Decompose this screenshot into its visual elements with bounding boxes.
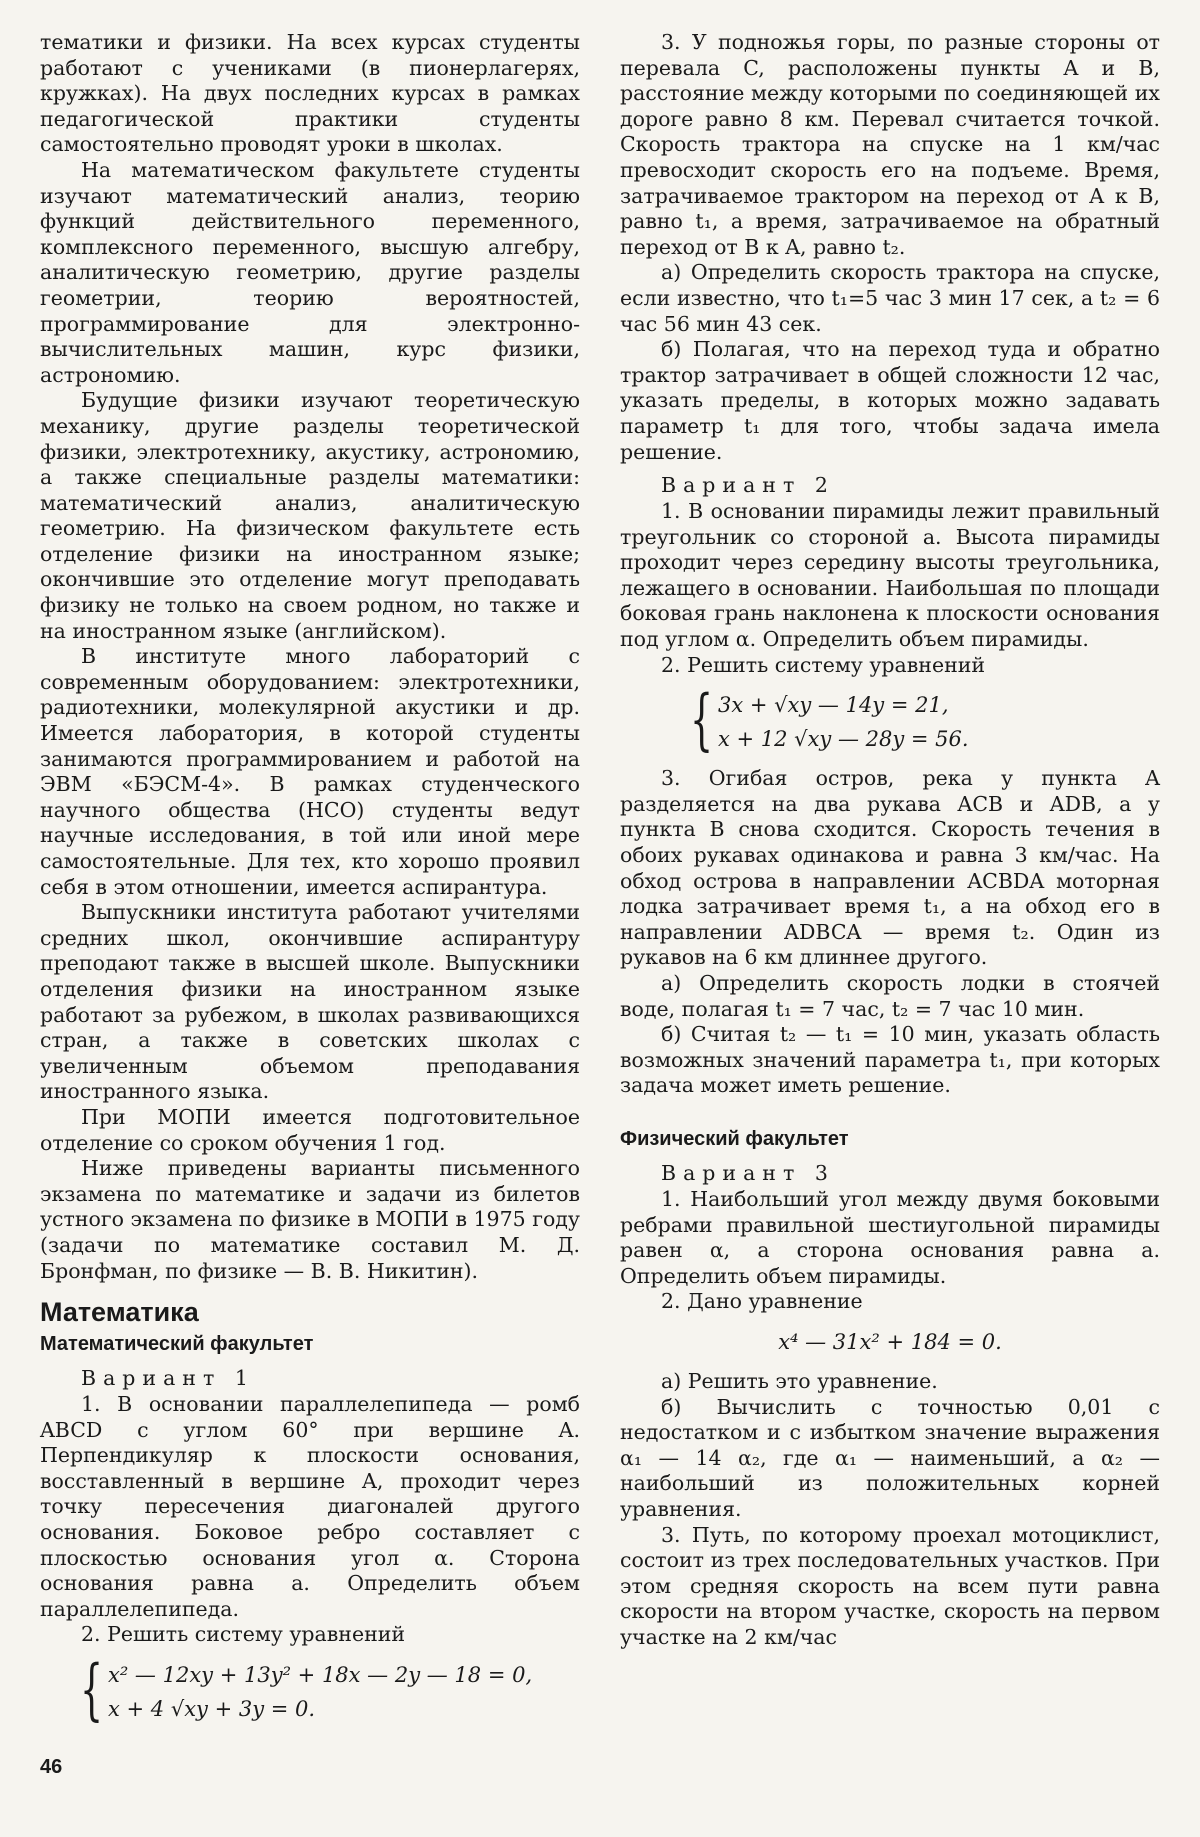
equation-system bbox=[690, 681, 1160, 759]
page-number: 46 bbox=[40, 1756, 63, 1778]
equation: x⁴ — 31x² + 184 = 0. bbox=[778, 1329, 1002, 1354]
problem: 1. В основании параллелепипеда — ромб ABCD с углом 60° при вершине A. Перпендикуляр к плоскости основания, восставленный в вершине A, проходит через точку пересечения диагоналей другого основания. Боковое ребро составляет с плоскостью основания угол α. Сторона основания равна a. Определить объем параллелепипеда. bbox=[40, 1392, 580, 1621]
subsection-heading: Математический факультет bbox=[40, 1333, 314, 1356]
problem: 1. В основании пирамиды лежит правильный треугольник со стороной a. Высота пирамиды проходит через середину высоты треугольника, лежащего в основании. Наибольшая по площади боковая грань наклонена к плоскости основания под углом α. Определить объем пирамиды. bbox=[620, 499, 1160, 652]
problem: 2. Решить систему уравнений bbox=[81, 1622, 406, 1647]
paragraph: Ниже приведены варианты письменного экзамена по математике и задачи из билетов устного экзамена по физике в МОПИ в 1975 году (задачи по математике составил М. Д. Бронфман, по физике — В. В. Никитин). bbox=[40, 1156, 580, 1283]
variant-heading: Вариант 1 bbox=[81, 1366, 255, 1391]
paragraph: Будущие физики изучают теоретическую механику, другие разделы теоретической физики, электротехнику, акустику, астрономию, а также специальные разделы математики: математический анализ, аналитическую геометрию. На физическом факультете есть отделение физики на иностранном языке; окончившие это отделение могут преподавать физику не только на своем родном, но также и на иностранном языке (английском). bbox=[40, 388, 580, 643]
brace-icon: { bbox=[690, 681, 714, 759]
problem-part: б) Полагая, что на переход туда и обратно трактор затрачивает в общей сложности 12 час, указать пределы, в которых можно задавать параметр t₁ для того, чтобы задача имела решение. bbox=[620, 337, 1160, 464]
subsection-heading: Физический факультет bbox=[620, 1127, 849, 1150]
equation: 3x + √xy — 14y = 21, bbox=[718, 693, 949, 718]
paragraph: При МОПИ имеется подготовительное отделение со сроком обучения 1 год. bbox=[40, 1104, 580, 1155]
problem: 3. У подножья горы, по разные стороны от перевала C, расположены пункты A и B, расстояние между которыми по соединяющей их дороге равно 8 км. Перевал считается точкой. Скорость трактора на спуске на 1 км/час превосходит скорость его на подъеме. Время, затрачиваемое трактором на переход от A к B, равно t₁, а время, затрачиваемое на обратный переход от B к A, равно t₂. bbox=[620, 30, 1160, 259]
problem: 3. Огибая остров, река у пункта A разделяется на два рукава ACB и ADB, а у пункта B снова сходится. Скорость течения в обоих рукавах одинакова и равна 3 км/час. На обход острова в направлении ACBDA моторная лодка затрачивает время t₁, а на обход его в направлении ADBCA — время t₂. Один из рукавов на 6 км длиннее другого. bbox=[620, 766, 1160, 970]
equation: x + 12 √xy — 28y = 56. bbox=[718, 727, 969, 752]
variant-heading: Вариант 2 bbox=[661, 473, 835, 498]
equation: x + 4 √xy + 3y = 0. bbox=[108, 1697, 316, 1722]
problem: 3. Путь, по которому проехал мотоциклист, состоит из трех последовательных участков. При этом средняя скорость на всем пути равна скорости на втором участке, скорость на первом участке на 2 км/час bbox=[620, 1522, 1160, 1649]
problem-part: а) Решить это уравнение. bbox=[661, 1368, 938, 1393]
right-column bbox=[620, 30, 1160, 1650]
variant-heading: Вариант 3 bbox=[661, 1160, 835, 1185]
problem: 1. Наибольший угол между двумя боковыми ребрами правильной шестиугольной пирамиды равен α, а сторона основания равна a. Определить объем пирамиды. bbox=[620, 1186, 1160, 1288]
paragraph: тематики и физики. На всех курсах студенты работают с учениками (в пионерлагерях, кружках). На двух последних курсах в рамках педагогической практики студенты самостоятельно проводят уроки в школах. bbox=[40, 30, 580, 157]
equation: x² — 12xy + 13y² + 18x — 2y — 18 = 0, bbox=[108, 1663, 533, 1688]
section-heading: Математика bbox=[40, 1297, 199, 1328]
problem: 2. Решить систему уравнений bbox=[661, 652, 986, 677]
brace-icon: { bbox=[80, 1651, 104, 1729]
problem-part: б) Вычислить с точностью 0,01 с недостатком и с избытком значение выражения α₁ — 14 α₂, где α₁ — наименьший, а α₂ — наибольший из положительных корней уравнения. bbox=[620, 1394, 1160, 1521]
problem-part: а) Определить скорость трактора на спуске, если известно, что t₁=5 час 3 мин 17 сек, а t₂ = 6 час 56 мин 43 сек. bbox=[620, 260, 1160, 336]
paragraph: В институте много лабораторий с современным оборудованием: электротехники, радиотехники, молекулярной акустики и др. Имеется лаборатория, в которой студенты занимаются программированием и работой на ЭВМ «БЭСМ-4». В рамках студенческого научного общества (НСО) студенты ведут научные исследования, в той или иной мере самостоятельные. Для тех, кто хорошо проявил себя в этом отношении, имеется аспирантура. bbox=[40, 644, 580, 899]
equation-system bbox=[80, 1651, 580, 1729]
problem: 2. Дано уравнение bbox=[661, 1289, 863, 1314]
paragraph: На математическом факультете студенты изучают математический анализ, теорию функций действительного переменного, комплексного переменного, высшую алгебру, аналитическую геометрию, другие разделы геометрии, теорию вероятностей, программирование для электронно-вычислительных машин, курс физики, астрономию. bbox=[40, 157, 580, 387]
paragraph: Выпускники института работают учителями средних школ, окончившие аспирантуру преподают также в высшей школе. Выпускники отделения физики на иностранном языке работают за рубежом, в школах развивающихся стран, а также в советских школах с увеличенным объемом преподавания иностранного языка. bbox=[40, 900, 580, 1104]
left-column bbox=[40, 30, 580, 1736]
problem-part: а) Определить скорость лодки в стоячей воде, полагая t₁ = 7 час, t₂ = 7 час 10 мин. bbox=[620, 971, 1160, 1021]
problem-part: б) Считая t₂ — t₁ = 10 мин, указать область возможных значений параметра t₁, при которых задача может иметь решение. bbox=[620, 1022, 1160, 1098]
